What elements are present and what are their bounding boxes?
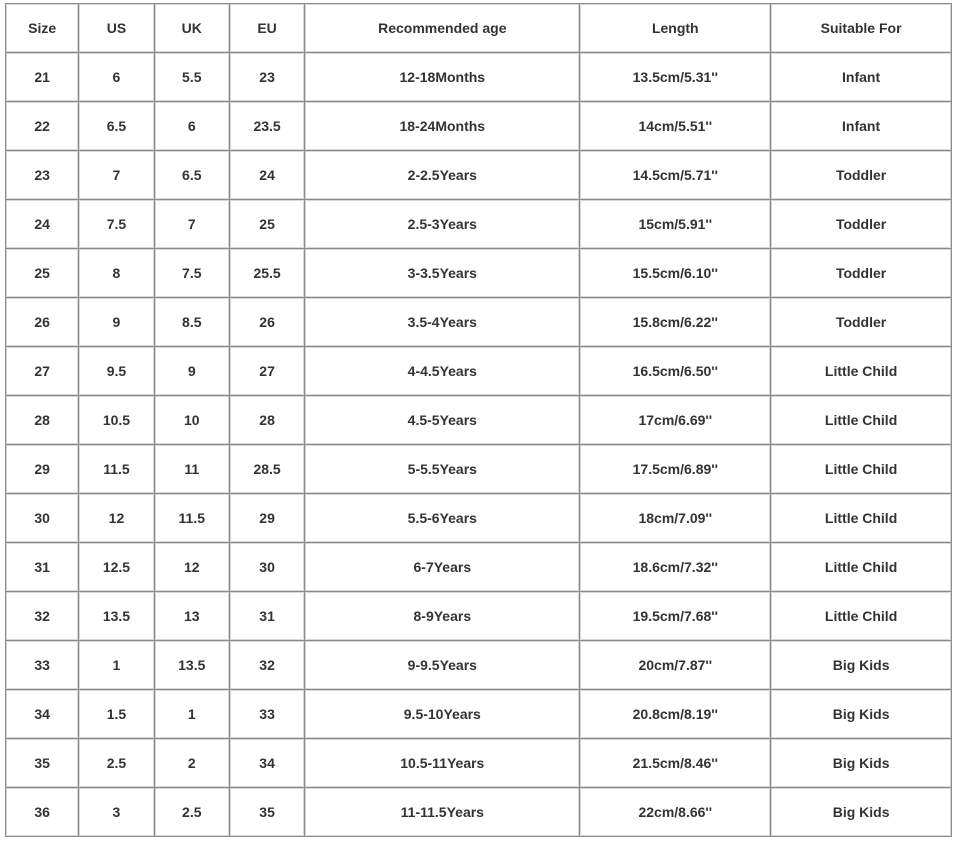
cell-recommended-age: 10.5-11Years xyxy=(305,739,580,788)
cell-us: 13.5 xyxy=(79,592,154,641)
cell-recommended-age: 9.5-10Years xyxy=(305,690,580,739)
cell-uk: 6 xyxy=(154,102,229,151)
cell-suitable-for: Big Kids xyxy=(771,690,952,739)
cell-uk: 9 xyxy=(154,347,229,396)
cell-us: 6 xyxy=(79,53,154,102)
cell-uk: 7 xyxy=(154,200,229,249)
cell-uk: 1 xyxy=(154,690,229,739)
table-row xyxy=(6,53,952,102)
cell-uk: 2.5 xyxy=(154,788,229,837)
cell-us: 8 xyxy=(79,249,154,298)
cell-recommended-age: 12-18Months xyxy=(305,53,580,102)
table-row xyxy=(6,739,952,788)
header-eu: EU xyxy=(229,4,304,53)
cell-length: 20.8cm/8.19'' xyxy=(580,690,771,739)
table-row xyxy=(6,102,952,151)
cell-eu: 32 xyxy=(229,641,304,690)
cell-length: 19.5cm/7.68'' xyxy=(580,592,771,641)
cell-suitable-for: Little Child xyxy=(771,494,952,543)
cell-size: 23 xyxy=(6,151,79,200)
cell-length: 13.5cm/5.31'' xyxy=(580,53,771,102)
cell-size: 36 xyxy=(6,788,79,837)
cell-eu: 26 xyxy=(229,298,304,347)
cell-us: 11.5 xyxy=(79,445,154,494)
table-row xyxy=(6,641,952,690)
cell-uk: 11 xyxy=(154,445,229,494)
cell-suitable-for: Little Child xyxy=(771,445,952,494)
header-length: Length xyxy=(580,4,771,53)
cell-uk: 5.5 xyxy=(154,53,229,102)
cell-size: 33 xyxy=(6,641,79,690)
cell-suitable-for: Infant xyxy=(771,53,952,102)
cell-recommended-age: 5.5-6Years xyxy=(305,494,580,543)
cell-size: 31 xyxy=(6,543,79,592)
cell-suitable-for: Toddler xyxy=(771,249,952,298)
cell-uk: 13.5 xyxy=(154,641,229,690)
cell-eu: 31 xyxy=(229,592,304,641)
cell-recommended-age: 8-9Years xyxy=(305,592,580,641)
table-row xyxy=(6,543,952,592)
cell-uk: 10 xyxy=(154,396,229,445)
cell-length: 20cm/7.87'' xyxy=(580,641,771,690)
cell-size: 27 xyxy=(6,347,79,396)
header-uk: UK xyxy=(154,4,229,53)
table-row xyxy=(6,592,952,641)
table-row xyxy=(6,788,952,837)
cell-uk: 2 xyxy=(154,739,229,788)
table-row xyxy=(6,200,952,249)
cell-length: 15.8cm/6.22'' xyxy=(580,298,771,347)
cell-us: 1.5 xyxy=(79,690,154,739)
header-suitable-for: Suitable For xyxy=(771,4,952,53)
cell-recommended-age: 3-3.5Years xyxy=(305,249,580,298)
cell-suitable-for: Big Kids xyxy=(771,739,952,788)
cell-uk: 11.5 xyxy=(154,494,229,543)
cell-length: 15.5cm/6.10'' xyxy=(580,249,771,298)
cell-length: 18.6cm/7.32'' xyxy=(580,543,771,592)
cell-suitable-for: Toddler xyxy=(771,298,952,347)
cell-eu: 24 xyxy=(229,151,304,200)
cell-eu: 23.5 xyxy=(229,102,304,151)
cell-uk: 12 xyxy=(154,543,229,592)
cell-suitable-for: Little Child xyxy=(771,592,952,641)
cell-size: 35 xyxy=(6,739,79,788)
cell-length: 15cm/5.91'' xyxy=(580,200,771,249)
cell-suitable-for: Toddler xyxy=(771,151,952,200)
header-row xyxy=(6,4,952,53)
cell-length: 17.5cm/6.89'' xyxy=(580,445,771,494)
cell-size: 21 xyxy=(6,53,79,102)
cell-eu: 25.5 xyxy=(229,249,304,298)
cell-size: 29 xyxy=(6,445,79,494)
header-size: Size xyxy=(6,4,79,53)
cell-eu: 34 xyxy=(229,739,304,788)
cell-size: 22 xyxy=(6,102,79,151)
cell-us: 7.5 xyxy=(79,200,154,249)
table-row xyxy=(6,151,952,200)
cell-eu: 30 xyxy=(229,543,304,592)
cell-us: 12.5 xyxy=(79,543,154,592)
table-row xyxy=(6,494,952,543)
cell-uk: 7.5 xyxy=(154,249,229,298)
cell-us: 2.5 xyxy=(79,739,154,788)
cell-length: 14cm/5.51'' xyxy=(580,102,771,151)
cell-us: 9 xyxy=(79,298,154,347)
header-recommended-age: Recommended age xyxy=(305,4,580,53)
cell-recommended-age: 3.5-4Years xyxy=(305,298,580,347)
header-us: US xyxy=(79,4,154,53)
cell-size: 25 xyxy=(6,249,79,298)
cell-recommended-age: 11-11.5Years xyxy=(305,788,580,837)
cell-suitable-for: Little Child xyxy=(771,347,952,396)
cell-recommended-age: 2.5-3Years xyxy=(305,200,580,249)
table-row xyxy=(6,298,952,347)
cell-us: 6.5 xyxy=(79,102,154,151)
cell-eu: 29 xyxy=(229,494,304,543)
cell-us: 12 xyxy=(79,494,154,543)
cell-recommended-age: 6-7Years xyxy=(305,543,580,592)
cell-us: 1 xyxy=(79,641,154,690)
cell-uk: 13 xyxy=(154,592,229,641)
cell-eu: 33 xyxy=(229,690,304,739)
cell-length: 14.5cm/5.71'' xyxy=(580,151,771,200)
size-chart-table xyxy=(5,3,952,837)
cell-eu: 28.5 xyxy=(229,445,304,494)
cell-size: 24 xyxy=(6,200,79,249)
cell-size: 26 xyxy=(6,298,79,347)
cell-recommended-age: 2-2.5Years xyxy=(305,151,580,200)
table-row xyxy=(6,249,952,298)
cell-size: 28 xyxy=(6,396,79,445)
cell-size: 30 xyxy=(6,494,79,543)
cell-recommended-age: 9-9.5Years xyxy=(305,641,580,690)
cell-uk: 8.5 xyxy=(154,298,229,347)
cell-eu: 35 xyxy=(229,788,304,837)
table-row xyxy=(6,347,952,396)
cell-recommended-age: 18-24Months xyxy=(305,102,580,151)
cell-length: 18cm/7.09'' xyxy=(580,494,771,543)
cell-length: 21.5cm/8.46'' xyxy=(580,739,771,788)
table-row xyxy=(6,690,952,739)
cell-uk: 6.5 xyxy=(154,151,229,200)
cell-eu: 25 xyxy=(229,200,304,249)
cell-eu: 27 xyxy=(229,347,304,396)
cell-length: 16.5cm/6.50'' xyxy=(580,347,771,396)
cell-suitable-for: Infant xyxy=(771,102,952,151)
cell-suitable-for: Little Child xyxy=(771,543,952,592)
cell-us: 3 xyxy=(79,788,154,837)
cell-suitable-for: Big Kids xyxy=(771,788,952,837)
cell-recommended-age: 4.5-5Years xyxy=(305,396,580,445)
cell-eu: 23 xyxy=(229,53,304,102)
cell-size: 34 xyxy=(6,690,79,739)
cell-length: 22cm/8.66'' xyxy=(580,788,771,837)
cell-suitable-for: Toddler xyxy=(771,200,952,249)
cell-suitable-for: Big Kids xyxy=(771,641,952,690)
cell-size: 32 xyxy=(6,592,79,641)
table-row xyxy=(6,396,952,445)
cell-recommended-age: 4-4.5Years xyxy=(305,347,580,396)
table-header xyxy=(6,4,952,53)
cell-us: 9.5 xyxy=(79,347,154,396)
table-body xyxy=(6,53,952,837)
cell-recommended-age: 5-5.5Years xyxy=(305,445,580,494)
cell-us: 7 xyxy=(79,151,154,200)
cell-length: 17cm/6.69'' xyxy=(580,396,771,445)
cell-eu: 28 xyxy=(229,396,304,445)
cell-suitable-for: Little Child xyxy=(771,396,952,445)
cell-us: 10.5 xyxy=(79,396,154,445)
table-row xyxy=(6,445,952,494)
